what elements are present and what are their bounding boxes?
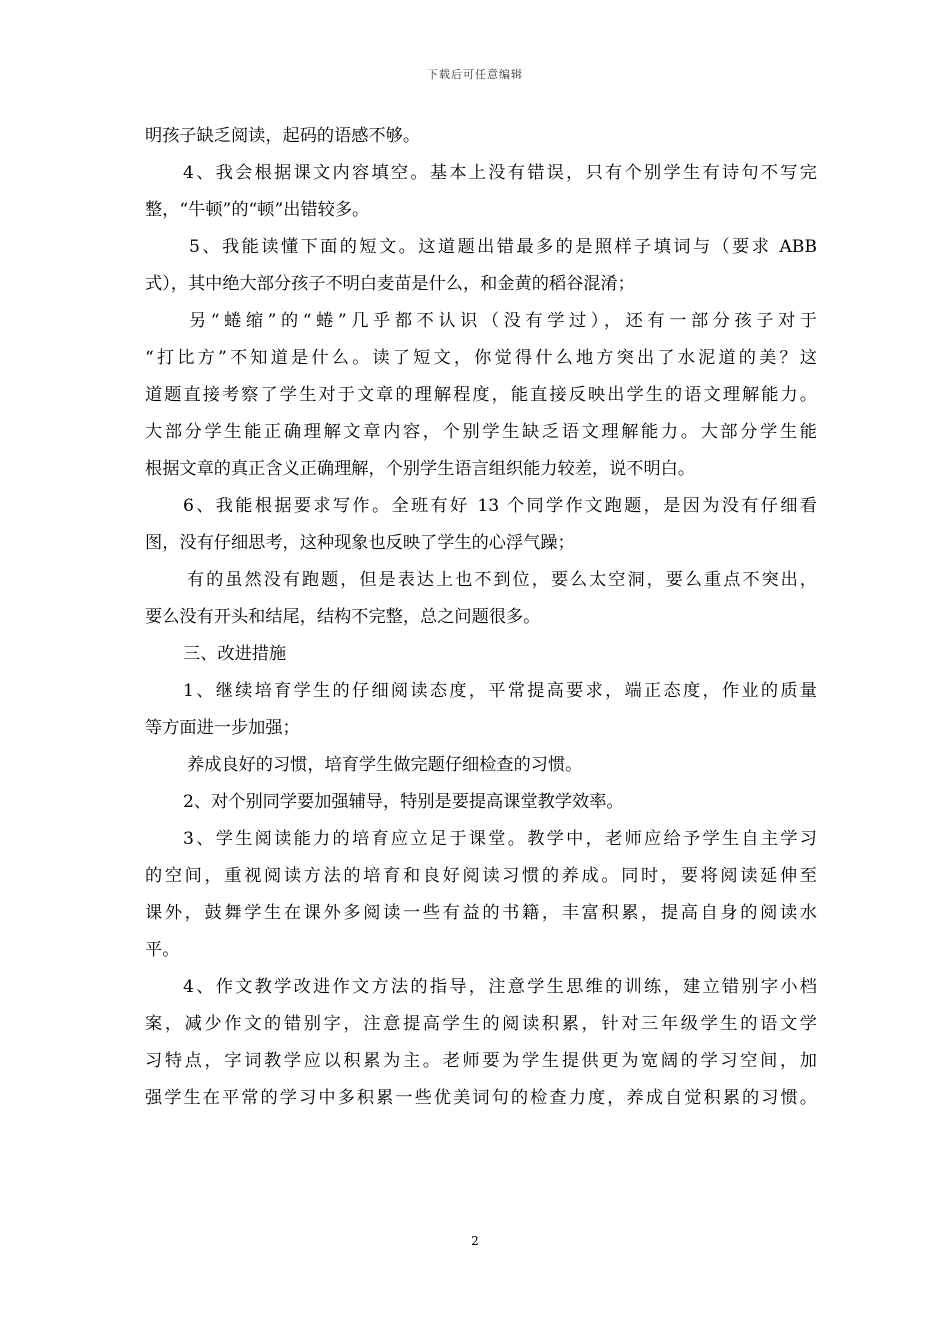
page-header: 下载后可任意编辑 [427,68,523,81]
text-line: 6、我能根据要求写作。全班有好 13 个同学作文跑题，是因为没有仔细看 [183,496,817,516]
text-line: 习特点，字词教学应以积累为主。老师要为学生提供更为宽阔的学习空间，加 [145,1051,817,1071]
text-line: 2、对个别同学要加强辅导，特别是要提高课堂教学效率。 [183,792,624,812]
text-line: 强学生在平常的学习中多积累一些优美词句的检查力度，养成自觉积累的习惯。 [145,1088,817,1108]
section-heading: 三、改进措施 [183,644,287,664]
text-line: 明孩子缺乏阅读，起码的语感不够。 [145,126,421,146]
text-line: 1、继续培育学生的仔细阅读态度，平常提高要求，端正态度，作业的质量 [183,681,817,701]
text-line: 4、作文教学改进作文方法的指导，注意学生思维的训练，建立错别字小档 [183,977,817,997]
page-number: 2 [471,1234,479,1248]
text-line: 另“蜷缩”的“蜷”几乎都不认识（没有学过），还有一部分孩子对于 [189,311,817,331]
text-line: 道题直接考察了学生对于文章的理解程度，能直接反映出学生的语文理解能力。 [145,385,817,405]
text-line: 图，没有仔细思考，这种现象也反映了学生的心浮气躁； [145,533,575,553]
text-line: 要么没有开头和结尾，结构不完整，总之问题很多。 [145,607,541,627]
text-line: 养成良好的习惯，培育学生做完题仔细检查的习惯。 [187,755,583,775]
text-line: 案，减少作文的错别字，注意提高学生的阅读积累，针对三年级学生的语文学 [145,1014,817,1034]
text-line: 5、我能读懂下面的短文。这道题出错最多的是照样子填词与（要求 ABB [189,237,817,257]
text-line: 整，“牛顿”的“顿”出错较多。 [145,200,370,220]
text-line: 式），其中绝大部分孩子不明白麦苗是什么，和金黄的稻谷混淆； [145,274,635,294]
text-line: “打比方”不知道是什么。读了短文，你觉得什么地方突出了水泥道的美？这 [145,348,817,368]
text-line: 有的虽然没有跑题，但是表达上也不到位，要么太空洞，要么重点不突出， [187,570,817,590]
text-line: 的空间，重视阅读方法的培育和良好阅读习惯的养成。同时，要将阅读延伸至 [145,866,817,886]
document-body [145,118,817,1117]
text-line: 平。 [145,940,180,960]
text-line: 3、学生阅读能力的培育应立足于课堂。教学中，老师应给予学生自主学习 [183,829,817,849]
text-line: 等方面进一步加强； [145,718,300,738]
text-line: 课外，鼓舞学生在课外多阅读一些有益的书籍，丰富积累，提高自身的阅读水 [145,903,817,923]
text-line: 根据文章的真正含义正确理解，个别学生语言组织能力较差，说不明白。 [145,459,696,479]
text-line: 4、我会根据课文内容填空。基本上没有错误，只有个别学生有诗句不写完 [183,163,817,183]
text-line: 大部分学生能正确理解文章内容，个别学生缺乏语文理解能力。大部分学生能 [145,422,817,442]
